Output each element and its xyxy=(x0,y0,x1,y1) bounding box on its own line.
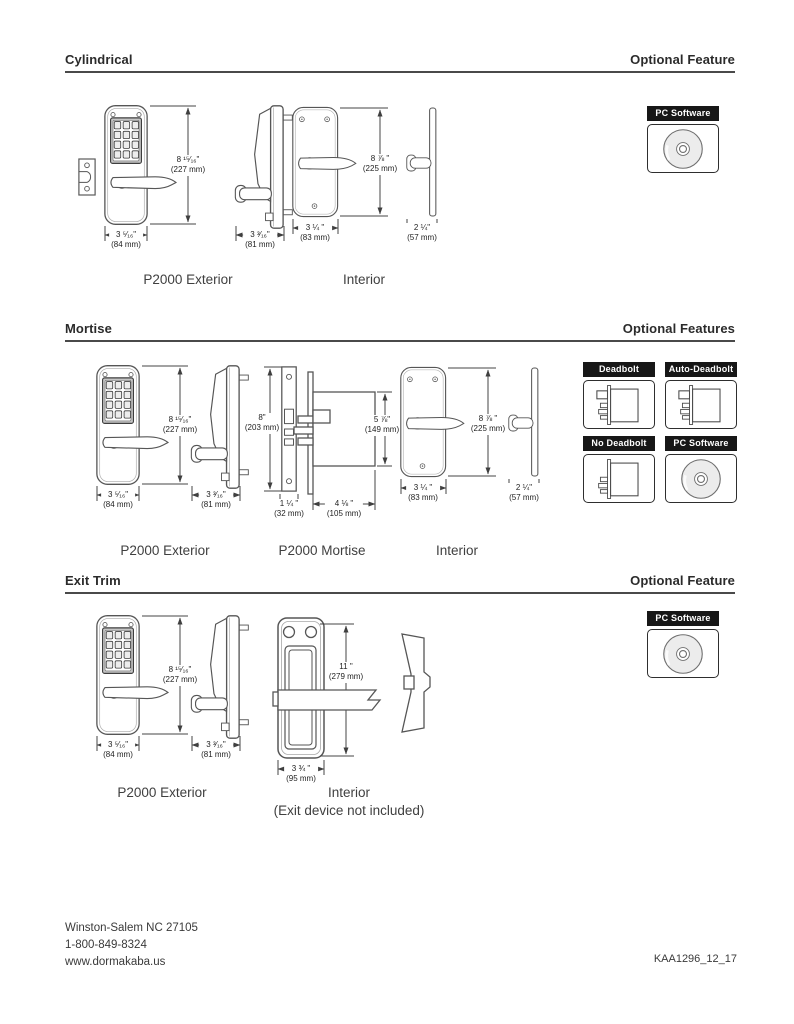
dim-mm: (84 mm) xyxy=(103,500,133,510)
caption-p2000-mortise: P2000 Mortise xyxy=(278,543,366,558)
feature-pc-software xyxy=(665,436,737,503)
caption-p2000-exterior: P2000 Exterior xyxy=(143,272,233,287)
dim-interior-height xyxy=(361,154,399,175)
feature-pc-software xyxy=(647,611,719,678)
caption-interior: Interior xyxy=(342,272,386,287)
exit-side-bracket-drawing xyxy=(390,630,436,742)
mortise-deadbolt-icon xyxy=(673,382,729,428)
dim-interior-width xyxy=(284,764,318,785)
dim-faceplate-width xyxy=(272,499,306,520)
feature-label: PC Software xyxy=(647,106,719,121)
section-title-mortise: Mortise xyxy=(65,321,112,336)
dim-faceplate-height xyxy=(243,413,281,434)
caption-exit-device-note: (Exit device not included) xyxy=(273,803,425,818)
dim-exterior-width xyxy=(109,230,143,251)
dim-exterior-width xyxy=(101,490,135,511)
dim-interior-width xyxy=(298,223,332,244)
dim-inches: 8 ⅞ " xyxy=(370,154,390,163)
feature-label: PC Software xyxy=(665,436,737,451)
cyl-interior-front-figure xyxy=(288,98,406,266)
cd-icon xyxy=(661,127,705,171)
feature-label: No Deadbolt xyxy=(583,436,655,451)
optional-feature-label: Optional Feature xyxy=(630,52,735,67)
dim-mm: (227 mm) xyxy=(162,675,198,685)
dim-mm: (95 mm) xyxy=(286,774,316,784)
feature-box xyxy=(665,380,737,429)
dim-exterior-height xyxy=(169,155,207,176)
dim-mm: (81 mm) xyxy=(201,500,231,510)
footer-contact-block xyxy=(65,920,198,971)
dim-mm: (83 mm) xyxy=(408,493,438,503)
feature-label: PC Software xyxy=(647,611,719,626)
keypad-lock-side-drawing xyxy=(191,366,248,488)
dim-mm: (84 mm) xyxy=(103,750,133,760)
dim-interior-height xyxy=(327,662,365,683)
dim-interior-width xyxy=(406,483,440,504)
dim-inches: 3 ⁵⁄₁₆" xyxy=(115,230,137,239)
dim-inches: 3 ¾ " xyxy=(291,764,311,773)
dim-interior-depth xyxy=(507,483,541,504)
feature-pc-software xyxy=(647,106,719,173)
footer-website[interactable]: www.dormakaba.us xyxy=(65,956,166,968)
interior-plate-front-drawing xyxy=(293,107,356,216)
feature-deadbolt xyxy=(583,362,655,429)
dim-inches: 3 ⁵⁄₁₆" xyxy=(107,490,129,499)
dim-inches: 3 ³⁄₁₆" xyxy=(206,490,226,499)
dim-inches: 2 ¼" xyxy=(515,483,533,492)
dim-inches: 8 ¹⁵⁄₁₆" xyxy=(168,665,192,674)
caption-p2000-exterior: P2000 Exterior xyxy=(117,785,207,800)
dim-exterior-depth xyxy=(199,490,233,511)
keypad-lock-front-drawing xyxy=(97,616,168,735)
feature-label: Deadbolt xyxy=(583,362,655,377)
mortise-case-figure xyxy=(244,358,404,528)
feature-no-deadbolt xyxy=(583,436,655,503)
dim-mm: (57 mm) xyxy=(509,493,539,503)
dim-mm: (81 mm) xyxy=(245,240,275,250)
dim-inches: 3 ⁵⁄₁₆" xyxy=(107,740,129,749)
feature-box xyxy=(647,629,719,678)
dim-exterior-depth xyxy=(199,740,233,761)
dim-exterior-depth xyxy=(243,230,277,251)
exit-side-bracket-figure xyxy=(390,630,436,742)
exit-device-bar-drawing xyxy=(273,690,380,710)
dim-interior-depth xyxy=(405,223,439,244)
cyl-interior-side-figure xyxy=(400,98,456,266)
cyl-exterior-front-drawing xyxy=(76,98,226,264)
dim-inches: 2 ¼" xyxy=(413,223,431,232)
dim-mm: (84 mm) xyxy=(111,240,141,250)
section-title-exit-trim: Exit Trim xyxy=(65,573,121,588)
dim-mm: (279 mm) xyxy=(328,672,364,682)
interior-plate-side-drawing xyxy=(407,108,436,216)
dim-mm: (57 mm) xyxy=(407,233,437,243)
caption-interior: Interior xyxy=(435,543,479,558)
dim-inches: 8 ¹⁵⁄₁₆" xyxy=(168,415,192,424)
section-title-cylindrical: Cylindrical xyxy=(65,52,133,67)
keypad-lock-side-drawing xyxy=(191,616,248,738)
dim-exterior-width xyxy=(101,740,135,761)
interior-plate-side-drawing xyxy=(509,368,538,476)
mortise-no-deadbolt-icon xyxy=(591,456,647,502)
dim-inches: 8" xyxy=(258,413,266,422)
mortise-interior-front-figure xyxy=(396,358,514,526)
feature-box xyxy=(583,454,655,503)
dim-mm: (227 mm) xyxy=(170,165,206,175)
footer-address: Winston-Salem NC 27105 xyxy=(65,922,198,934)
dim-inches: 8 ⅞ " xyxy=(478,414,498,423)
section-header-exit-trim xyxy=(65,573,735,594)
dim-inches: 3 ³⁄₁₆" xyxy=(250,230,270,239)
dim-mm: (203 mm) xyxy=(244,423,280,433)
keypad-lock-side-drawing xyxy=(235,106,292,228)
cd-icon xyxy=(661,632,705,676)
dim-inches: 1 ¼ " xyxy=(279,499,299,508)
feature-box xyxy=(647,124,719,173)
dim-inches: 3 ³⁄₁₆" xyxy=(206,740,226,749)
dim-inches: 11 " xyxy=(339,662,353,671)
dim-mm: (81 mm) xyxy=(201,750,231,760)
latch-drawing xyxy=(79,159,95,195)
dim-inches: 3 ¼ " xyxy=(413,483,433,492)
section-header-cylindrical xyxy=(65,52,735,73)
feature-auto-deadbolt xyxy=(665,362,737,429)
dim-inches: 8 ¹⁵⁄₁₆" xyxy=(176,155,200,164)
exit-exterior-side-figure xyxy=(186,608,258,774)
interior-plate-front-drawing xyxy=(401,367,464,476)
dim-mm: (149 mm) xyxy=(364,425,400,435)
dim-inches: 4 ⅛ " xyxy=(334,499,354,508)
dim-mm: (225 mm) xyxy=(470,424,506,434)
keypad-lock-front-drawing xyxy=(105,106,176,225)
dim-mm: (32 mm) xyxy=(274,509,304,519)
mortise-interior-side-figure xyxy=(502,358,558,526)
document-number: KAA1296_12_17 xyxy=(653,953,737,965)
dim-mm: (227 mm) xyxy=(162,425,198,435)
dim-mm: (105 mm) xyxy=(326,509,362,519)
feature-box xyxy=(583,380,655,429)
caption-p2000-exterior: P2000 Exterior xyxy=(120,543,210,558)
caption-interior: Interior xyxy=(327,785,371,800)
dim-inches: 5 ⅞" xyxy=(373,415,391,424)
feature-label: Auto-Deadbolt xyxy=(665,362,737,377)
optional-feature-label: Optional Feature xyxy=(630,573,735,588)
feature-box xyxy=(665,454,737,503)
keypad-lock-front-drawing xyxy=(97,366,168,485)
cd-icon xyxy=(679,457,723,501)
dim-case-width xyxy=(325,499,363,520)
dim-mm: (225 mm) xyxy=(362,164,398,174)
cyl-exterior-front-figure xyxy=(76,98,226,264)
section-header-mortise xyxy=(65,321,735,342)
dim-inches: 3 ¼ " xyxy=(305,223,325,232)
dim-mm: (83 mm) xyxy=(300,233,330,243)
optional-features-label: Optional Features xyxy=(622,321,735,336)
footer-phone: 1-800-849-8324 xyxy=(65,939,147,951)
mortise-deadbolt-icon xyxy=(591,382,647,428)
